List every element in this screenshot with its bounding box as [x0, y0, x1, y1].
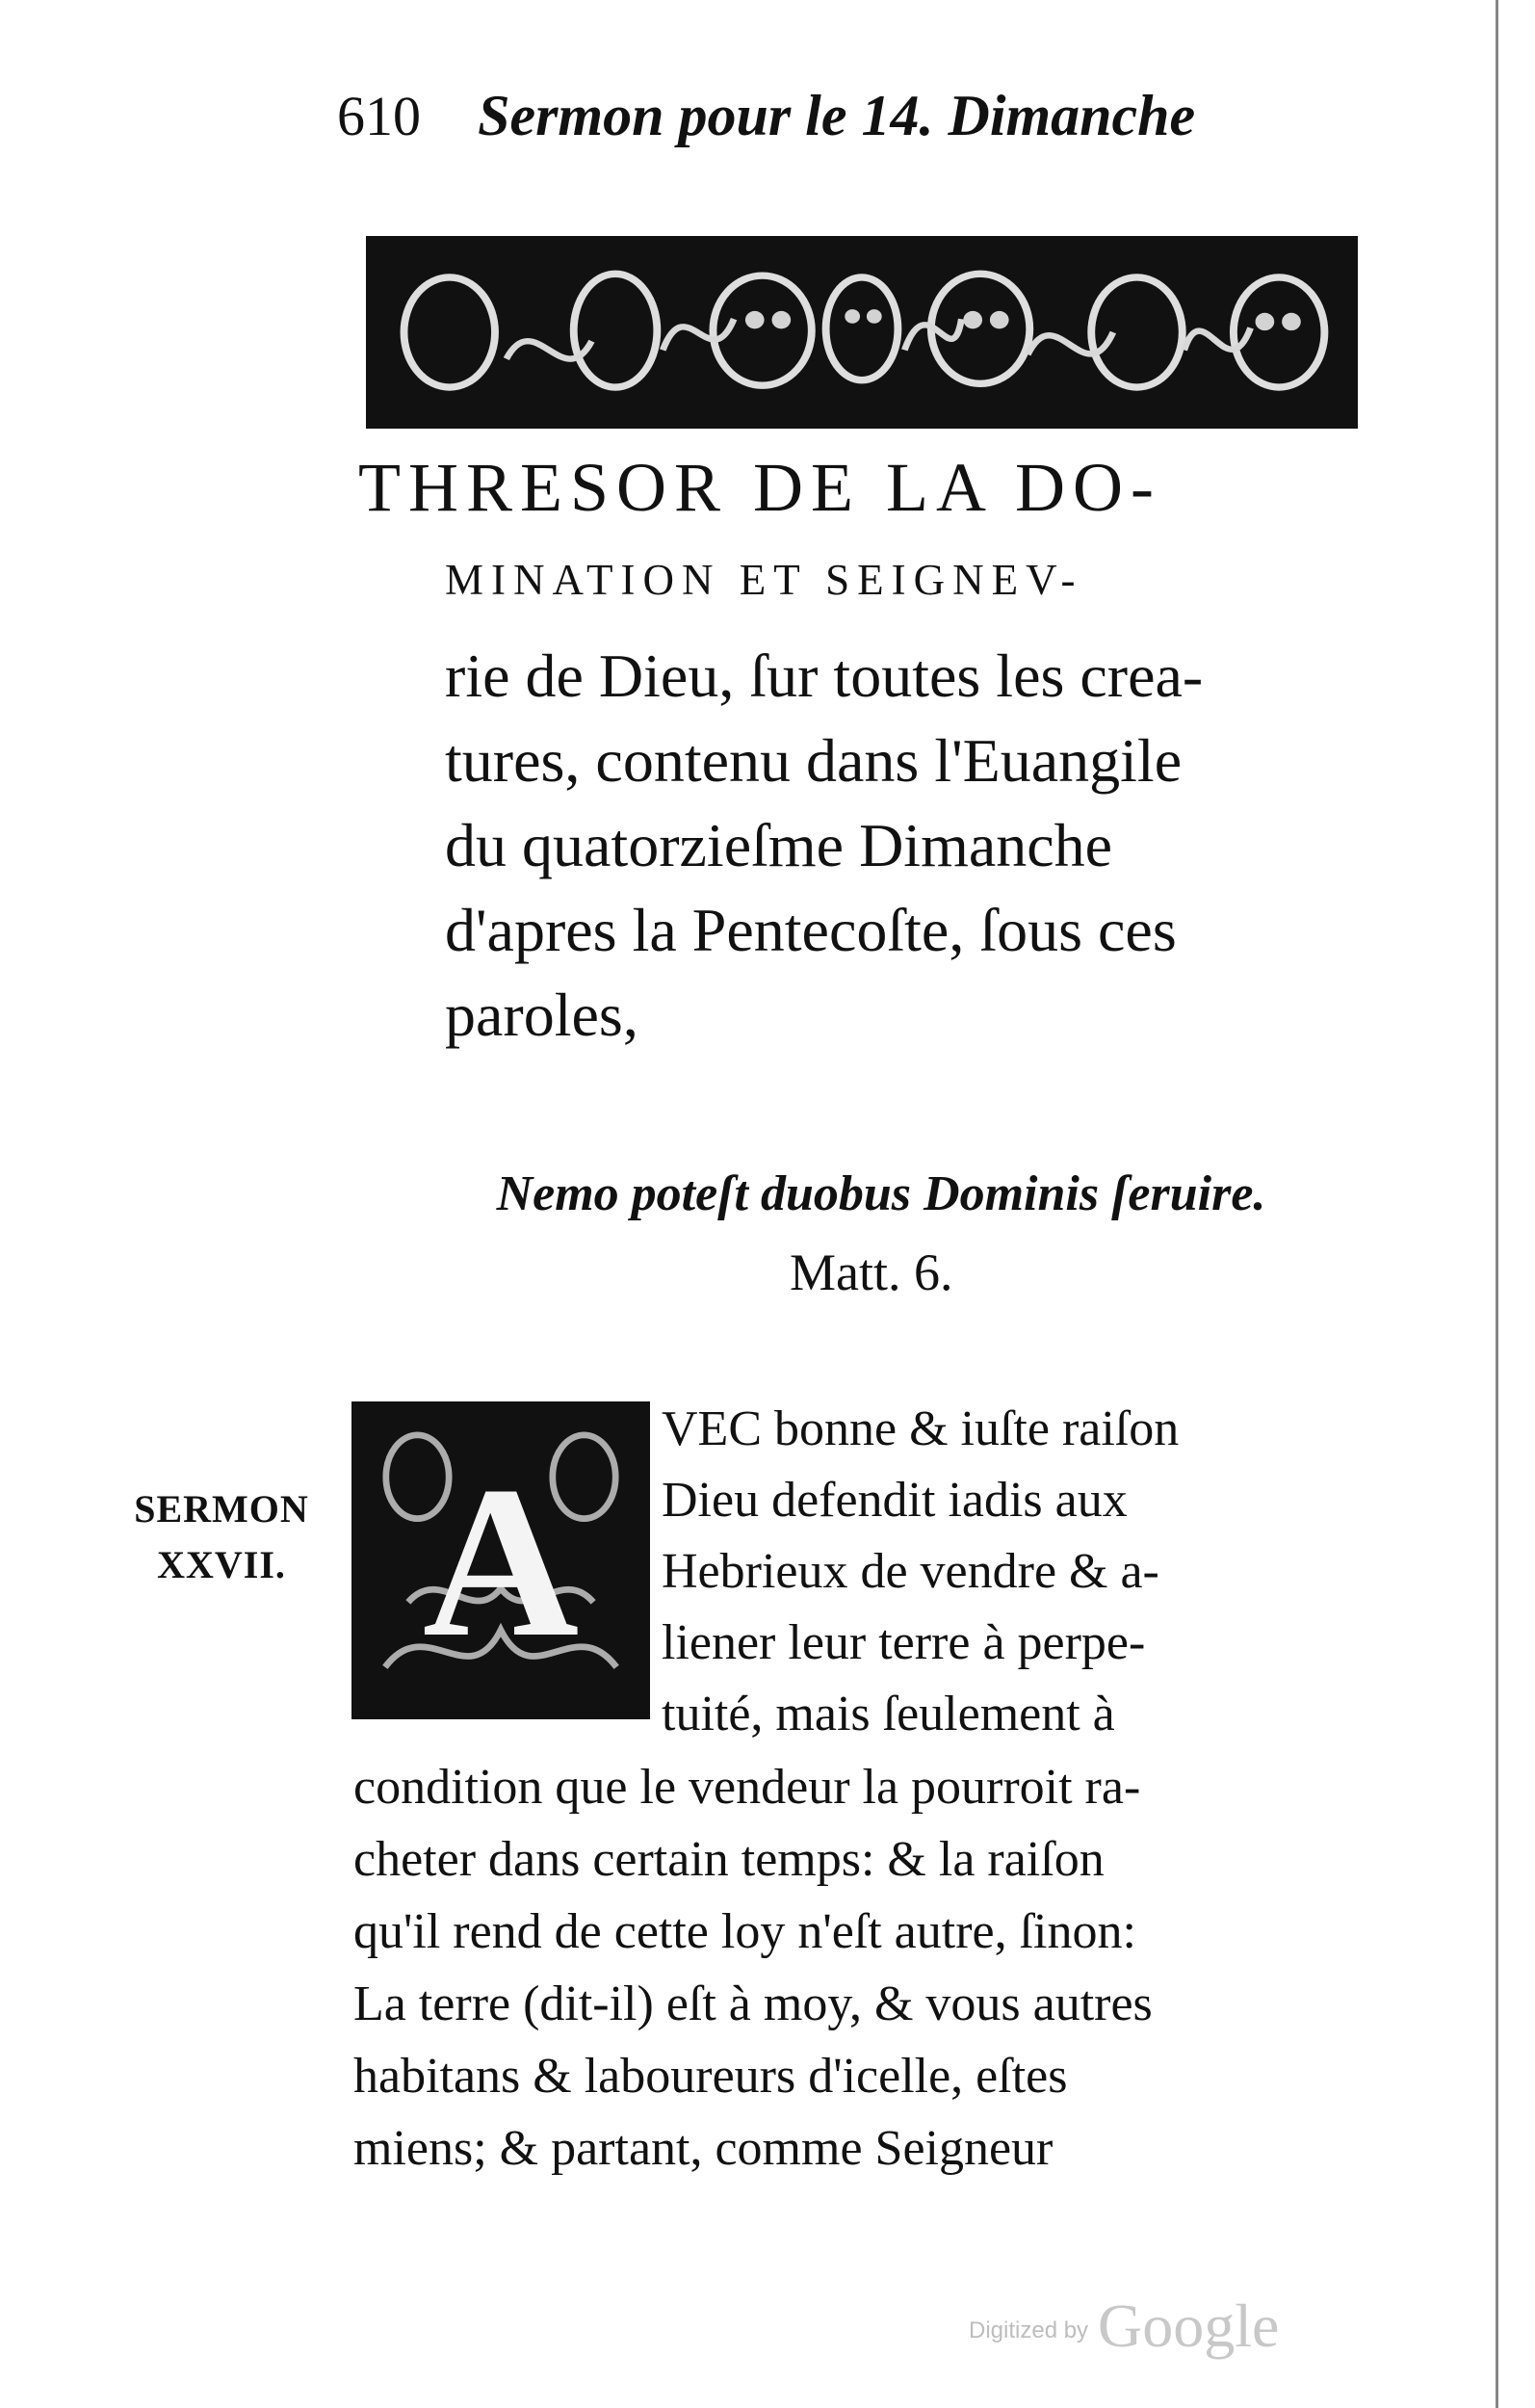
margin-note: [125, 1481, 318, 1593]
body-line-3: Hebrieux de vendre & a-: [662, 1544, 1159, 1599]
body-line-6: condition que le vendeur la pourroit ra-: [353, 1760, 1141, 1815]
body-line-5: tuité, mais ſeulement à: [662, 1687, 1115, 1741]
sermon-heading: [358, 449, 1400, 1079]
google-watermark: Google: [1098, 2291, 1280, 2360]
initial-letter: A: [422, 1441, 580, 1682]
scripture-reference: Matt. 6.: [790, 1243, 953, 1301]
margin-note-line-2: XXVII.: [157, 1543, 286, 1586]
ornamental-headpiece: [366, 236, 1358, 429]
body-line-7: cheter dans certain temps: & la raiſon: [353, 1832, 1105, 1887]
ornament-pattern: [374, 244, 1350, 421]
body-line-8: qu'il rend de cette loy n'eſt autre, ſinon:: [353, 1904, 1136, 1959]
body-line-1: VEC bonne & iuſte raiſon: [662, 1401, 1180, 1456]
margin-note-line-1: SERMON: [134, 1487, 309, 1531]
heading-line-3: du quatorzieſme Dimanche: [445, 811, 1113, 879]
heading-line-1: rie de Dieu, ſur toutes les crea-: [445, 641, 1204, 710]
scan-edge-line: [1496, 0, 1498, 2408]
running-head: [337, 67, 1348, 164]
digitized-label: Digitized by: [969, 2317, 1089, 2343]
heading-title: THRESOR DE LA DO-: [358, 449, 1161, 526]
page-number: 610: [337, 85, 421, 147]
running-title: Sermon pour le 14. Dimanche: [478, 84, 1196, 147]
heading-line-5: paroles,: [445, 981, 638, 1049]
heading-line-4: d'apres la Pentecoſte, ſous ces: [445, 896, 1177, 964]
body-line-11: miens; & partant, comme Seigneur: [353, 2121, 1054, 2176]
heading-line-2: tures, contenu dans l'Euangile: [445, 726, 1183, 795]
heading-subtitle: MINATION ET SEIGNEV-: [445, 556, 1083, 604]
body-line-2: Dieu defendit iadis aux: [662, 1473, 1128, 1528]
decorated-initial: [351, 1401, 650, 1719]
body-line-9: La terre (dit-il) eſt à moy, & vous autres: [353, 1976, 1153, 2031]
body-line-4: liener leur terre à perpe-: [662, 1615, 1146, 1670]
epigraph-latin: Nemo poteſt duobus Dominis ſeruire.: [496, 1166, 1266, 1221]
body-line-10: habitans & laboureurs d'icelle, eſtes: [353, 2049, 1068, 2104]
